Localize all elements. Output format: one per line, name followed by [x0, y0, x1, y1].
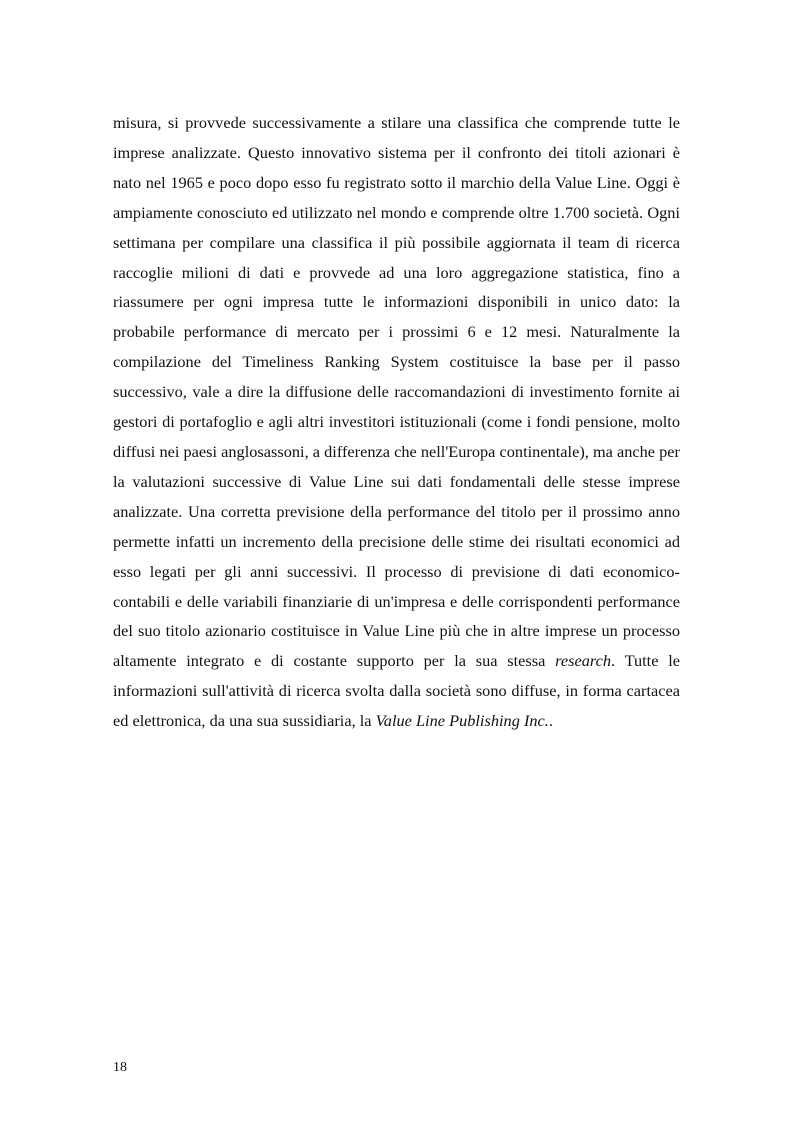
italic-term-publisher: Value Line Publishing Inc. — [375, 711, 549, 731]
italic-term-research: research — [555, 651, 612, 671]
paragraph-text-part-2: . Tutte le informazioni sull'attività di ricerca svolta dalla società sono diffuse, in forma cartacea ed elettronica, da una sua sussidiaria, la — [113, 651, 681, 731]
paragraph-text-part-3: . — [548, 711, 553, 731]
paragraph-text-part-1: misura, si provvede successivamente a stilare una classifica che comprende tutte le imprese analizzate. Questo innovativo sistema per il confronto dei titoli azionari è nato nel 1965 e poco dopo esso fu registrato sotto il marchio della Value Line. Oggi è ampiamente conosciuto ed utilizzato nel mondo e comprende oltre 1.700 società. Ogni settimana per compilare una classifica il più possibile aggiornata il team di ricerca raccoglie milioni di dati e provvede ad una loro aggregazione statistica, fino a riassumere per ogni impresa tutte le informazioni disponibili in unico dato: la probabile performance di mercato per i prossimi 6 e 12 mesi. Naturalmente la compilazione del Timeliness Ranking System costituisce la base per il passo successivo, vale a dire la diffusione delle raccomandazioni di investimento fornite ai gestori di portafoglio e agli altri investitori istituzionali (come i fondi pensione, molto diffusi nei paesi anglosassoni, a differenza che nell'Europa continentale), ma anche per la valutazioni successive di Value Line sui dati fondamentali delle stesse imprese analizzate. Una corretta previsione della performance del titolo per il prossimo anno permette infatti un incremento della precisione delle stime dei risultati economici ad esso legati per gli anni successivi. Il processo di previsione di dati economico-contabili e delle variabili finanziarie di un'impresa e delle corrispondenti performance del suo titolo azionario costituisce in Value Line più che in altre imprese un processo altamente integrato e di costante supporto per la sua stessa — [113, 113, 680, 671]
page-number: 18 — [113, 1060, 127, 1075]
body-paragraph — [113, 108, 680, 736]
